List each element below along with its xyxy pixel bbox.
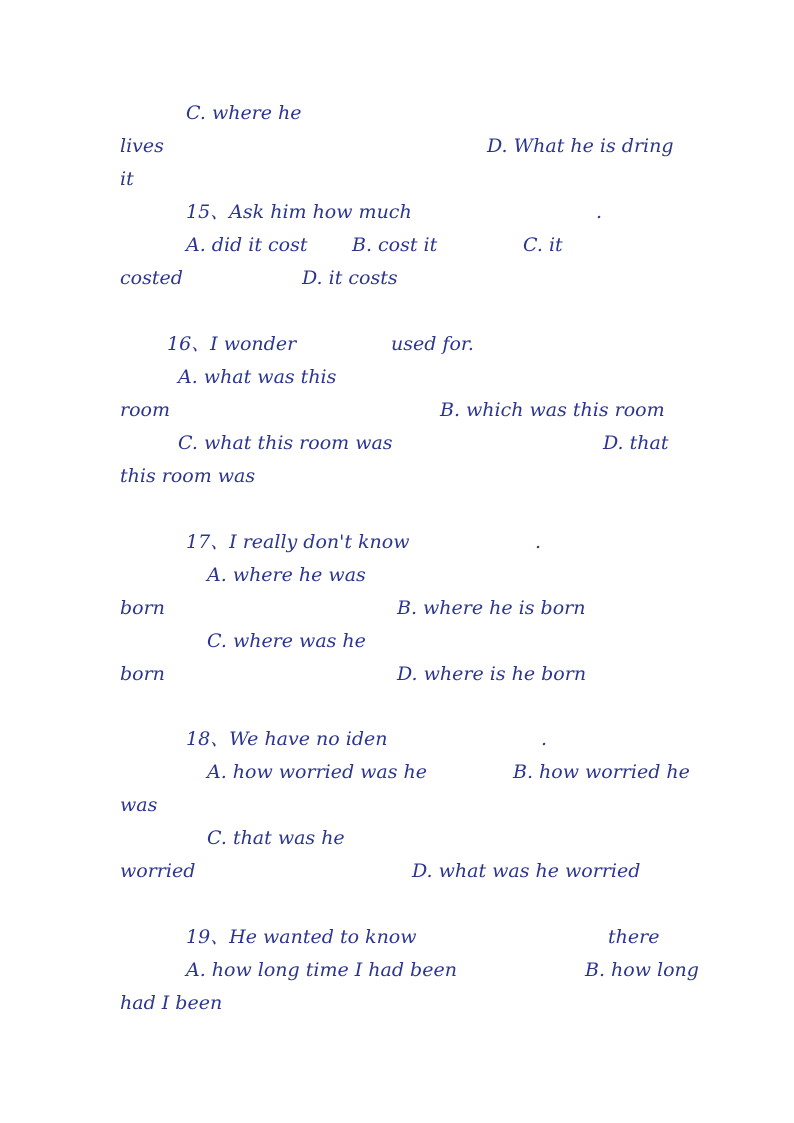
q18-option-c: C. that was he: [207, 827, 345, 849]
q16-stem-end: used for.: [391, 333, 474, 355]
q15-option-c: C. it: [523, 234, 563, 256]
q18-option-b-continued: was: [120, 794, 158, 816]
q15-option-d: D. it costs: [302, 267, 398, 289]
q17-option-c: C. where was he: [207, 630, 366, 652]
q15-stem-period: .: [596, 201, 603, 223]
q14-option-c: C. where he: [186, 102, 302, 124]
q18-stem-period: .: [541, 728, 548, 750]
q16-option-d: D. that: [603, 432, 669, 454]
q15-option-a: A. did it cost: [186, 234, 308, 256]
q16-option-a: A. what was this: [178, 366, 337, 388]
q16-stem: 16、I wonder: [167, 333, 297, 355]
q19-option-b-continued: had I been: [120, 992, 223, 1014]
q17-option-a: A. where he was: [207, 564, 366, 586]
q19-stem-end: there: [608, 926, 660, 948]
q16-option-d-continued: this room was: [120, 465, 256, 487]
q18-option-d: D. what was he worried: [412, 860, 641, 882]
q17-option-a-continued: born: [120, 597, 165, 619]
q18-option-c-continued: worried: [120, 860, 196, 882]
q19-option-a: A. how long time I had been: [186, 959, 457, 981]
q15-option-b: B. cost it: [352, 234, 438, 256]
q16-option-b: B. which was this room: [440, 399, 665, 421]
q19-option-b: B. how long: [585, 959, 699, 981]
q14-option-d-continued: it: [120, 168, 134, 190]
q16-option-c: C. what this room was: [178, 432, 393, 454]
q17-option-b: B. where he is born: [397, 597, 586, 619]
q17-stem: 17、I really don't know: [186, 531, 410, 553]
q15-option-c-continued: costed: [120, 267, 183, 289]
q19-stem: 19、He wanted to know: [186, 926, 417, 948]
q15-stem: 15、Ask him how much: [186, 201, 412, 223]
q14-option-d: D. What he is dring: [487, 135, 674, 157]
q16-option-a-continued: room: [120, 399, 170, 421]
q18-option-a: A. how worried was he: [207, 761, 428, 783]
q17-option-d: D. where is he born: [397, 663, 587, 685]
q14-option-c-continued: lives: [120, 135, 164, 157]
q17-option-c-continued: born: [120, 663, 165, 685]
q18-stem: 18、We have no iden: [186, 728, 388, 750]
q18-option-b: B. how worried he: [513, 761, 690, 783]
q17-stem-period: .: [535, 531, 542, 553]
